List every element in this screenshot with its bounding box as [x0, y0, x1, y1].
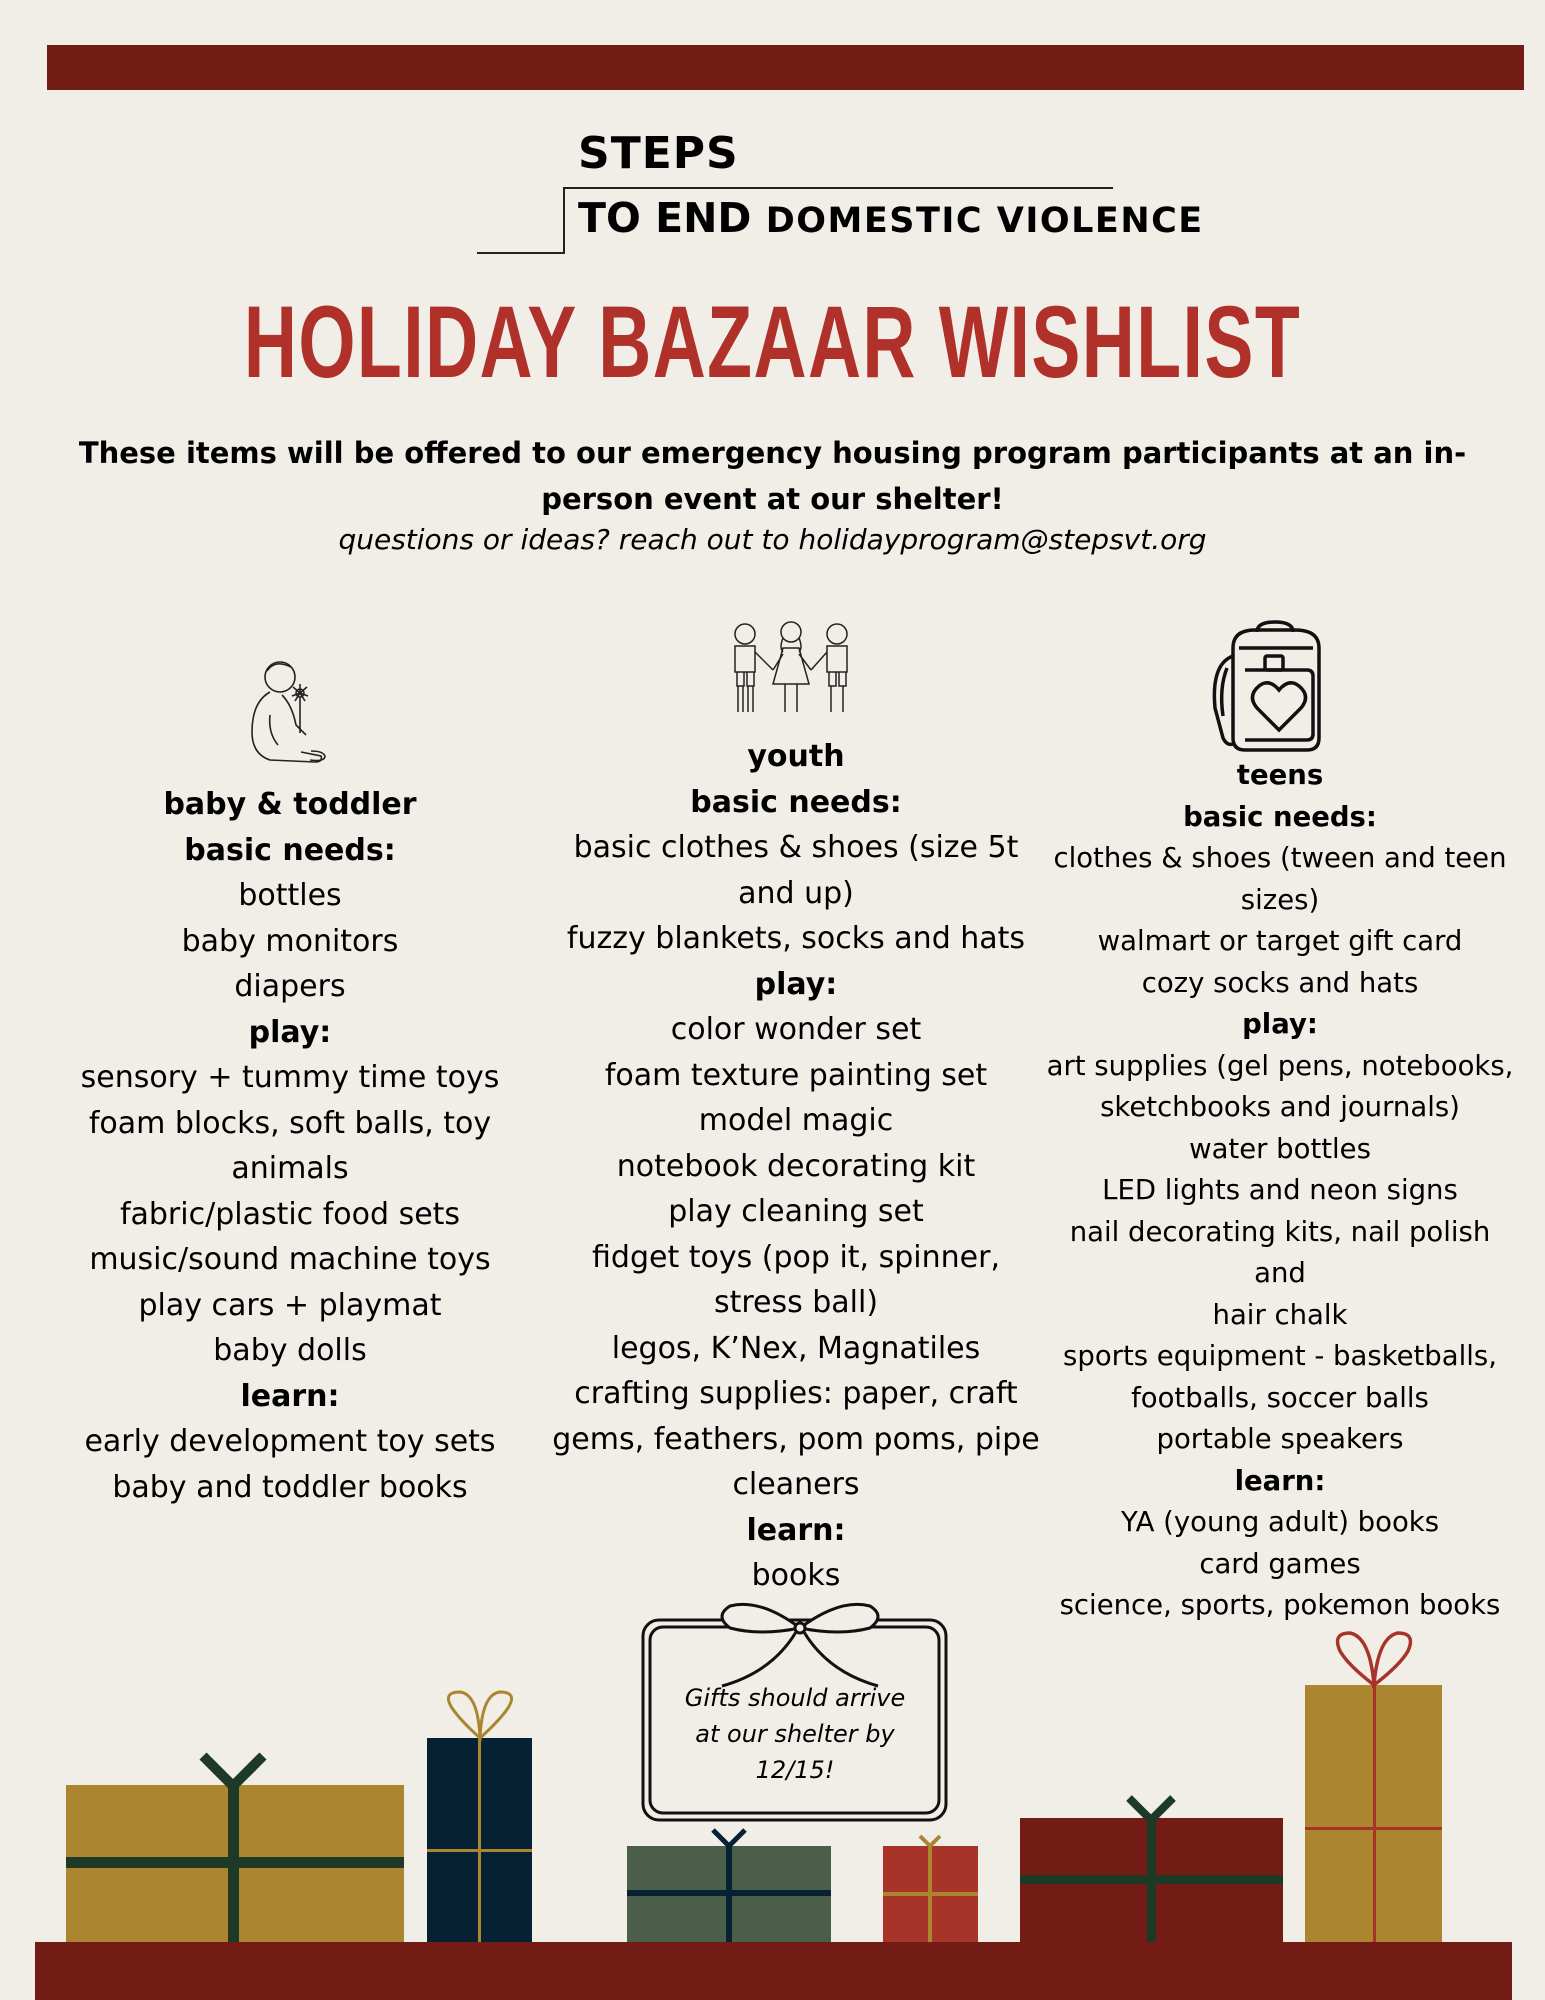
- wishlist-item: baby monitors: [181, 923, 399, 959]
- gift-box-red-small: [883, 1836, 978, 1942]
- logo-steps: STEPS: [578, 128, 739, 179]
- wishlist-item: notebook decorating kit: [616, 1148, 976, 1184]
- wishlist-item: sketchbooks and journals): [1100, 1091, 1460, 1123]
- wishlist-item: clothes & shoes (tween and teen: [1053, 842, 1507, 874]
- gift-box-green: [627, 1830, 831, 1942]
- wishlist-item: water bottles: [1189, 1132, 1371, 1165]
- wishlist-item: YA (young adult) books: [1120, 1506, 1440, 1538]
- wishlist-item: music/sound machine toys: [89, 1242, 491, 1277]
- logo-tagline-small: DOMESTIC VIOLENCE: [765, 201, 1204, 241]
- note-line: 12/15!: [755, 1756, 835, 1784]
- note-line: at our shelter by: [695, 1720, 895, 1748]
- section-heading: baby & toddler: [163, 787, 417, 822]
- gift-box-gold-tall: [1305, 1633, 1442, 1942]
- wishlist-item: sports equipment - basketballs,: [1063, 1340, 1497, 1372]
- wishlist-item: card games: [1199, 1547, 1361, 1580]
- wishlist-item: diapers: [234, 969, 346, 1004]
- wishlist-item: foam blocks, soft balls, toy: [88, 1105, 492, 1141]
- wishlist-item: baby dolls: [213, 1333, 367, 1368]
- wishlist-item: early development toy sets: [84, 1424, 496, 1459]
- wishlist-item: crafting supplies: paper, craft: [574, 1376, 1018, 1411]
- wishlist-item: cleaners: [732, 1467, 860, 1502]
- section-heading: youth: [747, 739, 845, 774]
- wishlist-item: LED lights and neon signs: [1102, 1174, 1458, 1206]
- wishlist-item: foam texture painting set: [604, 1057, 988, 1093]
- wishlist-item: gems, feathers, pom poms, pipe: [552, 1421, 1040, 1457]
- wishlist-item: model magic: [698, 1103, 894, 1138]
- wishlist-item: basic clothes & shoes (size 5t: [573, 830, 1019, 865]
- section-heading: learn:: [240, 1378, 340, 1414]
- wishlist-item: sizes): [1240, 883, 1320, 916]
- section-heading: play:: [248, 1014, 332, 1050]
- wishlist-item: play cleaning set: [668, 1194, 924, 1229]
- logo-tagline-main: TO END: [578, 194, 752, 242]
- section-heading: play:: [754, 966, 838, 1002]
- wishlist-item: footballs, soccer balls: [1131, 1381, 1429, 1414]
- section-heading: basic needs:: [184, 832, 396, 868]
- wishlist-item: color wonder set: [670, 1012, 922, 1047]
- wishlist-item: legos, K’Nex, Magnatiles: [611, 1330, 981, 1366]
- note-line: Gifts should arrive: [684, 1684, 906, 1712]
- wishlist-item: fuzzy blankets, socks and hats: [566, 921, 1026, 956]
- wishlist-item: portable speakers: [1156, 1423, 1404, 1455]
- gift-box-navy: [427, 1692, 532, 1942]
- gift-box-maroon: [1020, 1798, 1283, 1942]
- section-heading: teens: [1236, 759, 1324, 791]
- wishlist-item: bottles: [238, 878, 342, 913]
- intro-text: These items will be offered to our emergency housing program participants at an in-person event at our shelter!: [78, 436, 1467, 516]
- wishlist-item: sensory + tummy time toys: [80, 1060, 500, 1095]
- wishlist-item: fidget toys (pop it, spinner,: [592, 1239, 1000, 1275]
- wishlist-item: and up): [738, 875, 854, 911]
- wishlist-item: walmart or target gift card: [1097, 925, 1463, 957]
- ribbon-bow-icon: [722, 1604, 878, 1686]
- wishlist-item: science, sports, pokemon books: [1059, 1589, 1501, 1621]
- wishlist-item: animals: [231, 1151, 349, 1186]
- contact-line: questions or ideas? reach out to holidayprogram@stepsvt.org: [338, 523, 1207, 556]
- section-heading: learn:: [746, 1512, 846, 1548]
- bottom-banner-bar: [35, 1942, 1512, 2000]
- wishlist-item: baby and toddler books: [112, 1469, 468, 1505]
- section-heading: play:: [1242, 1008, 1318, 1040]
- gift-deadline-note: [660, 1680, 930, 1788]
- wishlist-item: fabric/plastic food sets: [119, 1196, 461, 1232]
- gift-box-gold-large: [66, 1756, 404, 1942]
- section-heading: learn:: [1234, 1464, 1326, 1497]
- wishlist-item: art supplies (gel pens, notebooks,: [1046, 1049, 1514, 1082]
- wishlist-item: play cars + playmat: [138, 1287, 442, 1323]
- wishlist-item: stress ball): [713, 1285, 879, 1320]
- wishlist-item: hair chalk: [1212, 1298, 1348, 1331]
- section-heading: basic needs:: [1183, 800, 1377, 833]
- wishlist-item: cozy socks and hats: [1141, 966, 1419, 999]
- wishlist-item: nail decorating kits, nail polish and: [1069, 1215, 1491, 1289]
- wishlist-item: books: [751, 1558, 841, 1593]
- section-heading: basic needs:: [690, 784, 902, 820]
- page-title: HOLIDAY BAZAAR WISHLIST: [243, 285, 1302, 399]
